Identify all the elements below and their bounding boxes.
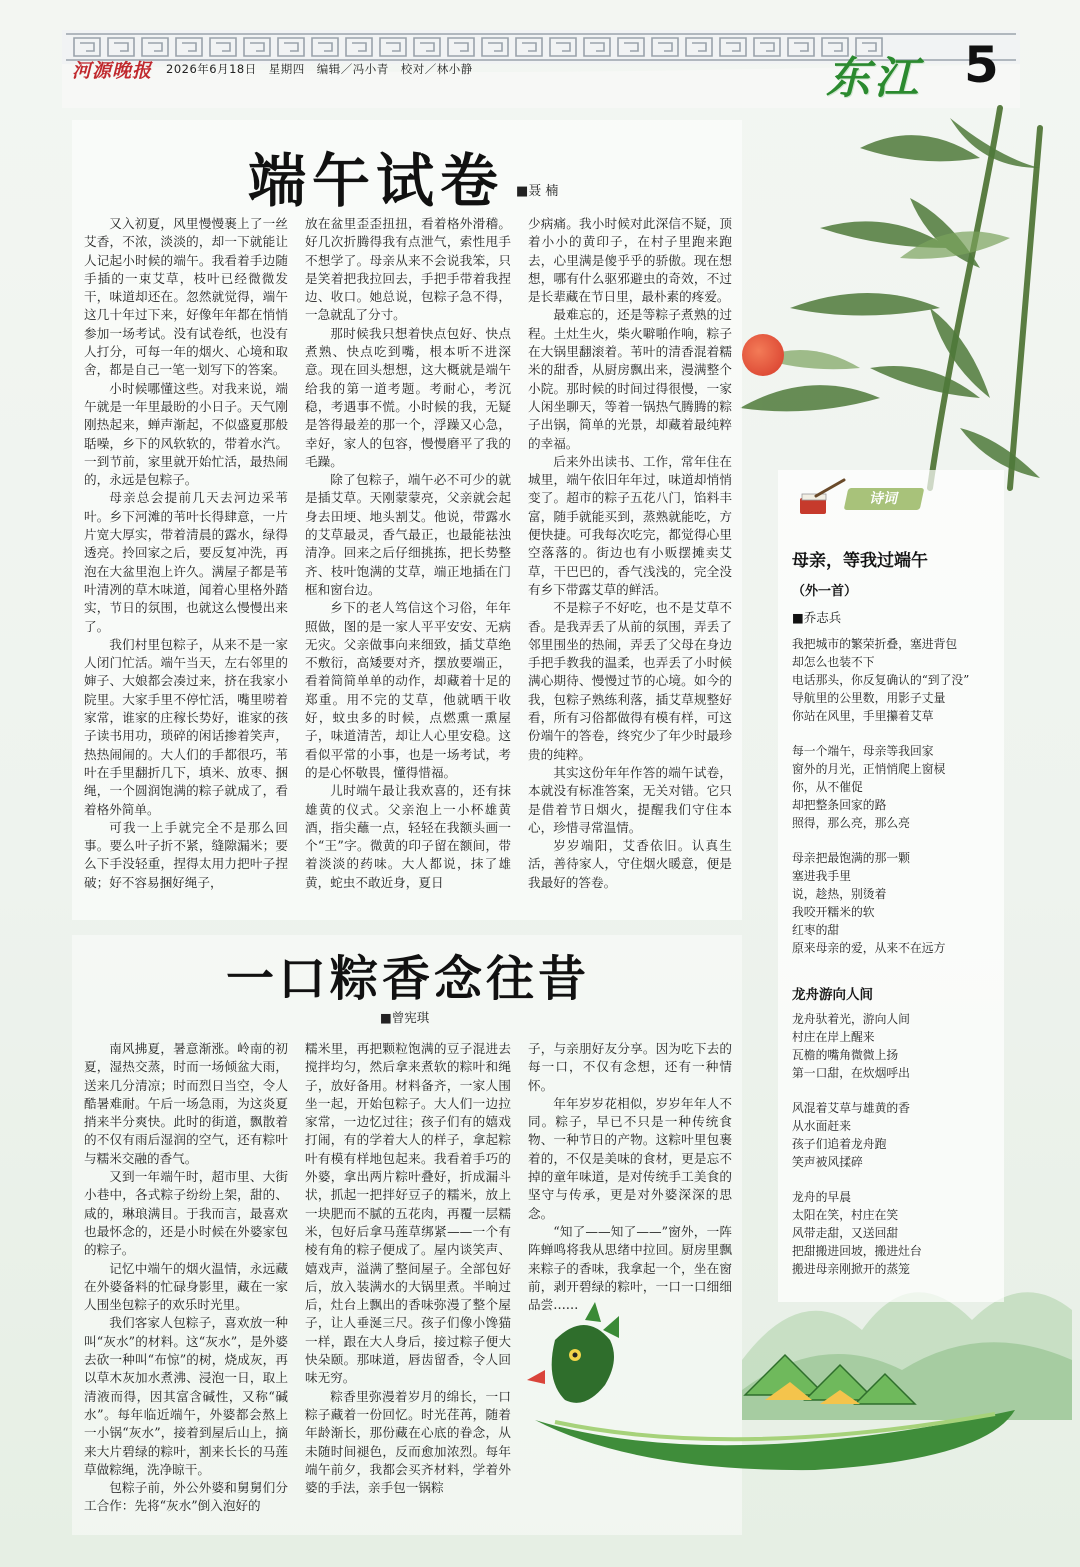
paragraph: 不是粽子不好吃，也不是艾草不香。是我弄丢了从前的氛围，弄丢了邻里围坐的热闹，弄丢了父母在身边手把手教我的温柔，也弄丢了小时候满心期待、慢慢过节的心境。如今的我，包粽子熟练利落，插艾草规整好看，所有习俗都做得有模有样，可这份端午的答卷，终究少了年少时最珍贵的纯粹。 [528,600,732,762]
article2-column-3 [528,1040,732,1313]
poem-line: 却怎么也装不下 [792,655,875,669]
poem-stanza [792,635,998,725]
poem-subtitle: （外一首） [792,584,858,599]
paragraph: 又入初夏，风里慢慢裹上了一丝艾香，不浓，淡淡的，却一下就能让人记起小时候的端午。我看着手边随手插的一束艾草，枝叶已经微微发干，味道却还在。忽然就觉得，端午这几十年过下来，好像年年都在悄悄参加一场考试。没有试卷纸，也没有人打分，可每一年的烟火、心境和取舍，都是自己一笔一划写下的答案。 [84,216,288,378]
masthead [72,56,473,82]
poem-line: 说，趁热，别烫着 [792,887,887,901]
poem-title: 母亲，等我过端午 [792,551,928,571]
poem-line: 太阳在笑，村庄在笑 [792,1208,899,1222]
paragraph: 除了包粽子，端午必不可少的就是插艾草。天刚蒙蒙亮，父亲就会起身去田埂、地头割艾。他说，带露水的艾草最灵，香气最正，也最能祛浊清净。回来之后仔细挑拣，把长势整齐、枝叶饱满的艾草，端正地插在门框和窗台边。 [305,472,511,597]
poem-line: 风混着艾草与雄黄的香 [792,1101,910,1115]
poem-line: 原来母亲的爱，从来不在远方 [792,941,946,955]
article2-column-2 [305,1040,511,1520]
poem-tag: 诗词 [844,488,925,510]
poem-author: ■乔志兵 [792,610,842,625]
poem-stanza [792,1010,998,1082]
newspaper-logo: 河源晚报 [72,59,153,82]
poem2-title: 龙舟游向人间 [792,987,873,1003]
paragraph: 我们客家人包粽子，喜欢放一种叫“灰水”的材料。这“灰水”，是外婆去砍一种叫“布惊”的树，烧成灰，再以草木灰加水煮沸、浸泡一日，取上清液而得，因其富含碱性，又称“碱水”。每年临近端午，外婆都会熬上一小锅“灰水”，接着到屋后山上，摘来大片碧绿的粽叶，割来长长的马莲草做粽绳，洗净晾干。 [84,1315,288,1477]
article1-column-1 [84,215,288,910]
paragraph: 包粽子前，外公外婆和舅舅们分工合作：先将“灰水”倒入泡好的 [84,1480,288,1514]
poem-stanza [792,1188,998,1278]
paragraph: 放在盆里歪歪扭扭，看着格外滑稽。好几次折腾得我有点泄气，索性甩手不想学了。母亲从来不会说我笨，只是笑着把我拉回去，手把手带着我捏边、收口。她总说，包粽子急不得，一急就乱了分寸。 [305,216,511,323]
sun-illustration [742,334,784,376]
poem-line: 把甜搬进回坡，搬进灶台 [792,1244,922,1258]
poem-line: 塞进我手里 [792,869,851,883]
poem-line: 却把整条回家的路 [792,798,887,812]
paragraph: 岁岁端阳，艾香依旧。认真生活，善待家人，守住烟火暖意，便是我最好的答卷。 [528,838,732,890]
section-name: 东江 [826,53,922,104]
article-byline: ■曾宪琪 [380,1010,430,1025]
poem-line: 窗外的月光，正悄悄爬上窗棂 [792,762,946,776]
paragraph: 小时候哪懂这些。对我来说，端午就是一年里最盼的小日子。天气刚刚热起来，蝉声渐起，不似盛夏那般聒噪，乡下的风软软的，带着水汽。一到节前，家里就开始忙活，最热闹的，永远是包粽子。 [84,380,288,488]
poem-stanza [792,1099,998,1171]
paragraph: 其实这份年年作答的端午试卷，本就没有标准答案，无关对错。它只是借着节日烟火，提醒我们守住本心，珍惜寻常温情。 [528,764,732,835]
poem-line: 照得，那么亮，那么亮 [792,816,910,830]
paragraph: 少病痛。我小时候对此深信不疑，顶着小小的黄印子，在村子里跑来跑去，心里满是傻乎乎的骄傲。现在想想，哪有什么驱邪避虫的奇效，不过是长辈藏在节日里，最朴素的疼爱。 [528,216,732,305]
paragraph: 乡下的老人笃信这个习俗，年年照做，图的是一家人平平安安、无病无灾。父亲做事向来细致，插艾草绝不敷衍，高矮要对齐，摆放要端正，看着简简单单的动作，却藏着十足的郑重。用不完的艾草，他就晒干收好，蚊虫多的时候，点燃熏一熏屋子，味道清苦，却让人心里安稳。这看似平常的小事，也是一场考试，考的是心怀敬畏，懂得惜福。 [305,600,511,780]
poem-line: 红枣的甜 [792,923,840,937]
article-title: 一口粽香念往昔 [226,951,591,1007]
poem-line: 孩子们追着龙舟跑 [792,1137,887,1151]
poem-line: 龙舟的早晨 [792,1190,851,1204]
poem-line: 每一个端午，母亲等我回家 [792,744,934,758]
paragraph: 后来外出读书、工作，常年住在城里，端午依旧年年过，味道却悄悄变了。超市的粽子五花八门，馅料丰富，随手就能买到，蒸熟就能吃，方便快捷。可我每次吃完，都觉得心里空落落的。街边也有小贩摆摊卖艾草，干巴巴的，香气浅浅的，完全没有乡下带露艾草的鲜活。 [528,453,732,597]
poem-line: 我咬开糯米的软 [792,905,875,919]
paragraph: “知了——知了——”窗外，一阵阵蝉鸣将我从思绪中拉回。厨房里飘来粽子的香味，我拿起一个，坐在窗前，剥开碧绿的粽叶，一口一口细细品尝…… [528,1223,732,1313]
poem-line: 第一口甜，在炊烟呼出 [792,1066,910,1080]
bamboo-illustration [700,108,1060,488]
poem-body-1 [792,635,998,974]
poem-line: 母亲把最饱满的那一颗 [792,851,910,865]
poem-line: 你站在风里，手里攥着艾草 [792,709,934,723]
paragraph: 可我一上手就完全不是那么回事。要么叶子折不紧，缝隙漏米；要么下手没轻重，捏得太用力把叶子捏破；好不容易捆好绳子， [84,819,288,890]
poem-line: 笑声被风揉碎 [792,1155,863,1169]
poem-body-2 [792,1010,998,1295]
paragraph: 又到一年端午时，超市里、大街小巷中，各式粽子纷纷上架，甜的、咸的，琳琅满目。于我而言，最喜欢也最怀念的，还是小时候在外婆家包的粽子。 [84,1169,288,1258]
poem-line: 你，从不催促 [792,780,863,794]
article-byline: ■聂 楠 [516,184,559,199]
issue-line: 2026年6月18日 星期四 编辑／冯小青 校对／林小静 [166,62,473,76]
page-number: 5 [964,36,999,94]
dragon-boat-illustration [515,1300,1035,1480]
article1-column-3 [528,215,732,910]
paragraph: 糯米里，再把颗粒饱满的豆子混进去搅拌均匀，然后拿来煮软的粽叶和绳子，放好备用。材料备齐，一家人围坐一起，开始包粽子。大人们一边拉家常，一边忆过往；孩子们有的嬉戏打闹，有的学着大人的样子，拿起粽叶有模有样地包起来。我看着手巧的外婆，拿出两片粽叶叠好，折成漏斗状，抓起一把拌好豆子的糯米，放上一块肥而不腻的五花肉，再覆一层糯米，包好后拿马莲草绑紧——一个有棱有角的粽子便成了。屋内谈笑声、嬉戏声，溢满了整间屋子。全部包好后，放入装满水的大锅里煮。半晌过后，灶台上飘出的香味弥漫了整个屋子，让人垂涎三尺。孩子们像小馋猫一样，跟在大人身后，接过粽子便大快朵颐。那味道，唇齿留香，令人回味无穷。 [305,1041,511,1386]
article1-column-2 [305,215,511,910]
poem-line: 导航里的公里数，用影子丈量 [792,691,946,705]
paragraph: 年年岁岁花相似，岁岁年年人不同。粽子，早已不只是一种传统食物、一种节日的产物。这粽叶里包裹着的，不仅是美味的食材，更是忘不掉的童年味道，是对传统手工美食的坚守与传承，更是对外婆深深的思念。 [528,1095,732,1221]
poem-line: 村庄在岸上醒来 [792,1030,875,1044]
poem-line: 我把城市的繁荣折叠，塞进背包 [792,637,958,651]
poem-line: 风带走甜，又送回甜 [792,1226,899,1240]
poem-stanza [792,849,998,957]
poem-line: 搬进母亲刚掀开的蒸笼 [792,1262,910,1276]
article2-column-1 [84,1040,288,1520]
paragraph: 那时候我只想着快点包好、快点煮熟、快点吃到嘴，根本听不进深意。现在回头想想，这大概就是端午给我的第一道考题。考耐心，考沉稳，考遇事不慌。小时候的我，无疑是答得最差的那一个，浮躁又心急，幸好，家人的包容，慢慢磨平了我的毛躁。 [305,325,511,469]
poem-stanza [792,742,998,832]
poem-line: 瓦檐的嘴角微微上扬 [792,1048,899,1062]
poem-line: 从水面赶来 [792,1119,851,1133]
article-title: 端午试卷 [248,147,505,215]
paragraph: 儿时端午最让我欢喜的，还有抹雄黄的仪式。父亲泡上一小杯雄黄酒，指尖蘸一点，轻轻在我额头画一个“王”字。微黄的印子留在额间，带着淡淡的药味。大人都说，抹了雄黄，蛇虫不敢近身，夏日 [305,783,511,890]
paragraph: 我们村里包粽子，从来不是一家人闭门忙活。端午当天，左右邻里的婶子、大娘都会凑过来，挤在我家小院里。大家手里不停忙活，嘴里唠着家常，谁家的庄稼长势好，谁家的孩子读书用功，琐碎的闲话掺着笑声，热热闹闹的。大人们的手都很巧，苇叶在手里翻折几下，填米、放枣、捆绳，一个圆润饱满的粽子就成了，看着格外简单。 [84,636,288,817]
paragraph: 粽香里弥漫着岁月的绵长，一口粽子藏着一份回忆。时光荏苒，随着年龄渐长，那份藏在心底的眷念，从未随时间褪色，反而愈加浓烈。每年端午前夕，我都会买齐材料，学着外婆的手法，亲手包一锅粽 [305,1388,511,1496]
poem-line: 龙舟驮着光，游向人间 [792,1012,910,1026]
paragraph: 记忆中端午的烟火温情，永远藏在外婆备料的忙碌身影里，藏在一家人围坐包粽子的欢乐时光里。 [84,1260,288,1313]
paragraph: 最难忘的，还是等粽子煮熟的过程。土灶生火，柴火噼啪作响，粽子在大锅里翻滚着。苇叶的清香混着糯米的甜香，从厨房飘出来，漫满整个小院。那时候的时间过得很慢，一家人闲坐聊天，等着一锅热气腾腾的粽子出锅，简单的光景，却藏着最纯粹的幸福。 [528,307,732,451]
poem-line: 电话那头，你反复确认的“到了没” [792,673,970,687]
paragraph: 子，与亲朋好友分享。因为吃下去的每一口，不仅有念想，还有一种情怀。 [528,1041,732,1093]
paragraph: 母亲总会提前几天去河边采苇叶。乡下河滩的苇叶长得肆意，一片片宽大厚实，带着清晨的露水，绿得透亮。拎回家之后，要反复冲洗，再泡在大盆里泡上许久。满屋子都是苇叶清冽的草木味道，闻着心里格外踏实，节日的氛围，也就这么慢慢出来了。 [84,490,288,634]
paragraph: 南风拂夏，暑意渐涨。岭南的初夏，湿热交蒸，时而一场倾盆大雨，送来几分清凉；时而烈日当空，令人酷暑难耐。午后一场急雨，为这炎夏捎来半分爽快。此时的街道，飘散着的不仅有雨后湿润的空气，还有粽叶与糯米交融的香气。 [84,1041,288,1166]
